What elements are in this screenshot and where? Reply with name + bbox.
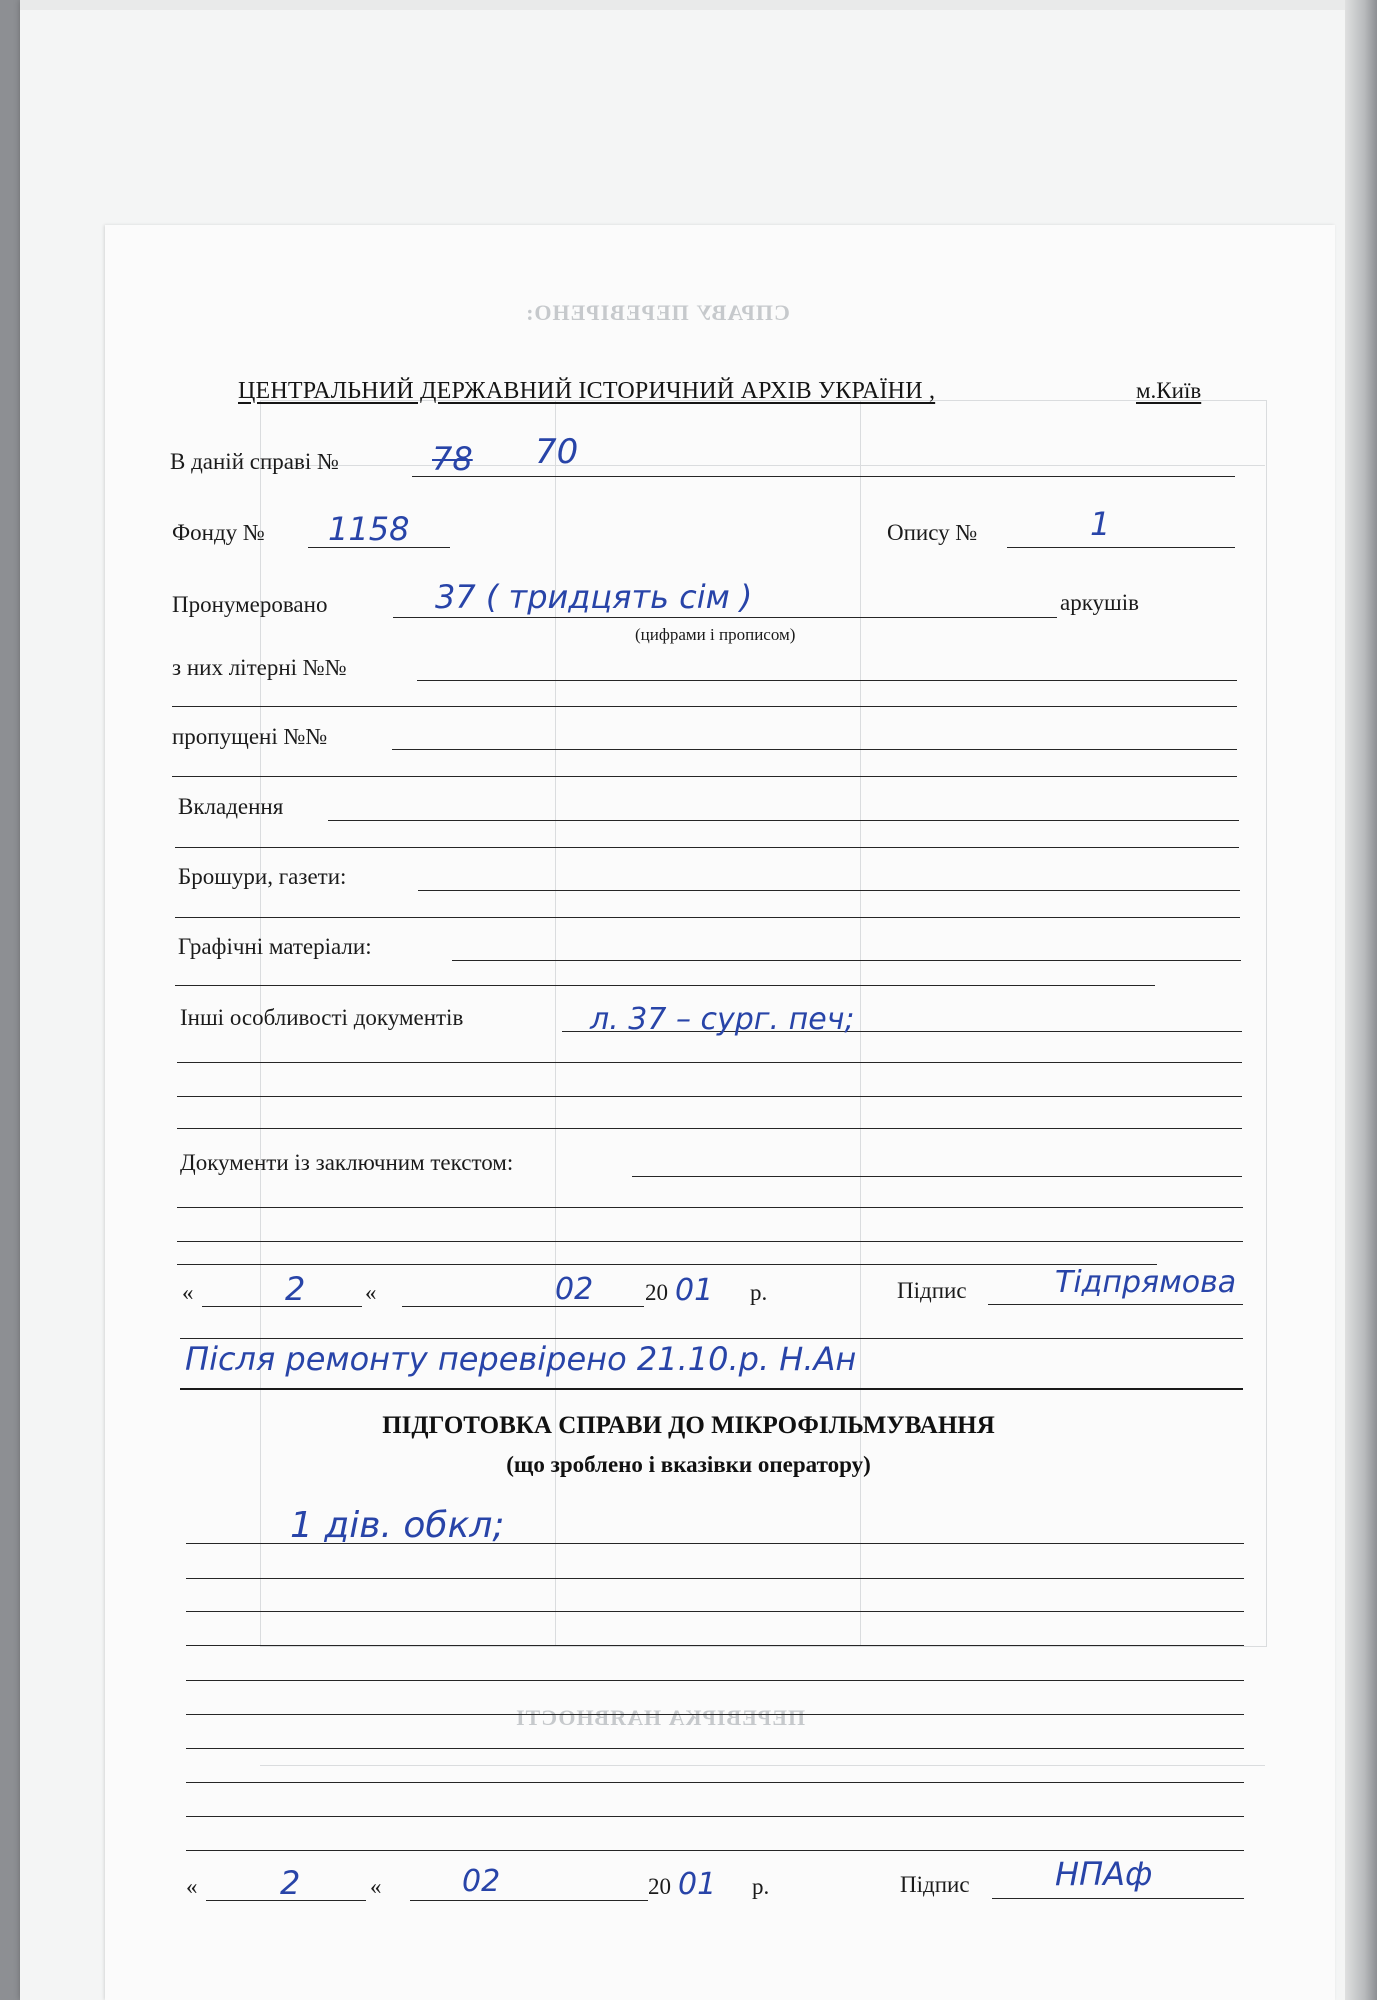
mf-date-r: р. bbox=[752, 1874, 770, 1899]
date-year-prefix: 20 bbox=[645, 1280, 668, 1305]
graphics-label: Графічні матеріали: bbox=[178, 934, 372, 959]
mf-date-close-quote: « bbox=[370, 1874, 382, 1899]
mf-line-8 bbox=[186, 1782, 1244, 1783]
sealed-line bbox=[632, 1176, 1242, 1177]
date-day: 2 bbox=[285, 1270, 306, 1308]
mf-date-month: 02 bbox=[462, 1864, 501, 1899]
case-value-struck: 78 bbox=[432, 440, 473, 478]
note-line bbox=[180, 1388, 1243, 1390]
skipped-label: пропущені №№ bbox=[172, 724, 328, 749]
mf-line-1 bbox=[186, 1543, 1244, 1544]
date-open-quote: « bbox=[182, 1280, 194, 1305]
graphics-line bbox=[452, 960, 1241, 961]
mf-line-3 bbox=[186, 1611, 1244, 1612]
numbered-line bbox=[393, 617, 1057, 618]
inserts-line bbox=[328, 820, 1239, 821]
numbered-label: Пронумеровано bbox=[172, 592, 328, 617]
date-day-line bbox=[202, 1306, 362, 1307]
opys-value: 1 bbox=[1090, 505, 1111, 543]
sealed-label: Документи із заключним текстом: bbox=[180, 1150, 514, 1175]
numbered-suffix: аркушів bbox=[1060, 590, 1140, 615]
sealed-line-2 bbox=[177, 1207, 1243, 1208]
mf-date-year-prefix: 20 bbox=[648, 1874, 671, 1899]
other-line-4 bbox=[177, 1128, 1242, 1129]
mf-line-6 bbox=[186, 1714, 1244, 1715]
date-month-line bbox=[402, 1306, 644, 1307]
mf-date-open-quote: « bbox=[186, 1874, 198, 1899]
mf-line-9 bbox=[186, 1816, 1244, 1817]
mf-line-10 bbox=[186, 1850, 1244, 1851]
sign-line bbox=[988, 1304, 1243, 1305]
graphics-line-2 bbox=[175, 985, 1155, 986]
mf-date-year-suffix: 01 bbox=[678, 1867, 717, 1902]
microfilm-subtitle: (що зроблено і вказівки оператору) bbox=[506, 1452, 871, 1477]
mf-sign-value: НПАф bbox=[1055, 1855, 1153, 1893]
litera-label: з них літерні №№ bbox=[172, 655, 347, 680]
archive-city: м.Київ bbox=[1136, 378, 1202, 403]
date-r: р. bbox=[750, 1280, 768, 1305]
sealed-line-3 bbox=[177, 1241, 1243, 1242]
date-year-suffix: 01 bbox=[675, 1273, 714, 1308]
mf-sign-label: Підпис bbox=[900, 1872, 970, 1897]
date-month: 02 bbox=[555, 1272, 594, 1307]
other-line-3 bbox=[177, 1096, 1242, 1097]
inserts-label: Вкладення bbox=[178, 794, 284, 819]
case-label: В даній справі № bbox=[170, 449, 339, 474]
mf-sign-line bbox=[992, 1898, 1244, 1899]
mf-line-7 bbox=[186, 1748, 1244, 1749]
brochures-line bbox=[418, 890, 1240, 891]
skipped-line bbox=[392, 749, 1237, 750]
microfilm-note: 1 дів. обкл; bbox=[290, 1505, 505, 1546]
inserts-line-2 bbox=[175, 847, 1239, 848]
brochures-label: Брошури, газети: bbox=[178, 864, 347, 889]
case-line bbox=[412, 476, 1235, 477]
opys-label: Опису № bbox=[887, 520, 978, 545]
microfilm-title: ПІДГОТОВКА СПРАВИ ДО МІКРОФІЛЬМУВАННЯ bbox=[382, 1412, 995, 1439]
mf-line-4 bbox=[186, 1645, 1244, 1646]
repair-note: Після ремонту перевірено 21.10.р. Н.Ан bbox=[185, 1340, 857, 1378]
litera-line bbox=[417, 680, 1237, 681]
mf-date-day: 2 bbox=[280, 1864, 301, 1902]
sealed-line-4 bbox=[177, 1264, 1157, 1265]
skipped-line-2 bbox=[172, 776, 1237, 777]
date-close-quote: « bbox=[365, 1280, 377, 1305]
page-edge bbox=[1345, 0, 1377, 2000]
bleed-through-title-2: ПЕРЕВІРКА НАЯВНОСТІ bbox=[515, 1705, 806, 1730]
note-top-line bbox=[180, 1338, 1243, 1339]
other-label: Інші особливості документів bbox=[180, 1005, 464, 1030]
other-line-2 bbox=[177, 1062, 1242, 1063]
archive-title: ЦЕНТРАЛЬНИЙ ДЕРЖАВНИЙ ІСТОРИЧНИЙ АРХІВ УКРАЇНИ , bbox=[238, 378, 936, 404]
mf-date-month-line bbox=[410, 1900, 648, 1901]
other-value: л. 37 – сург. печ; bbox=[590, 1002, 855, 1037]
case-value: 70 bbox=[535, 432, 579, 472]
opys-line bbox=[1007, 547, 1235, 548]
numbered-value: 37 ( тридцять сім ) bbox=[435, 578, 753, 616]
mf-line-5 bbox=[186, 1680, 1244, 1681]
form-sheet bbox=[105, 225, 1335, 2000]
mf-line-2 bbox=[186, 1578, 1244, 1579]
sign-value: Тідпрямова bbox=[1055, 1265, 1237, 1300]
sign-label: Підпис bbox=[897, 1278, 967, 1303]
fond-label: Фонду № bbox=[172, 520, 265, 545]
numbered-hint: (цифрами і прописом) bbox=[635, 625, 796, 644]
litera-line-2 bbox=[172, 706, 1237, 707]
fond-value: 1158 bbox=[328, 510, 410, 548]
brochures-line-2 bbox=[175, 917, 1240, 918]
bleed-through-title: СПРАВУ ПЕРЕВІРЕНО: bbox=[525, 300, 790, 325]
